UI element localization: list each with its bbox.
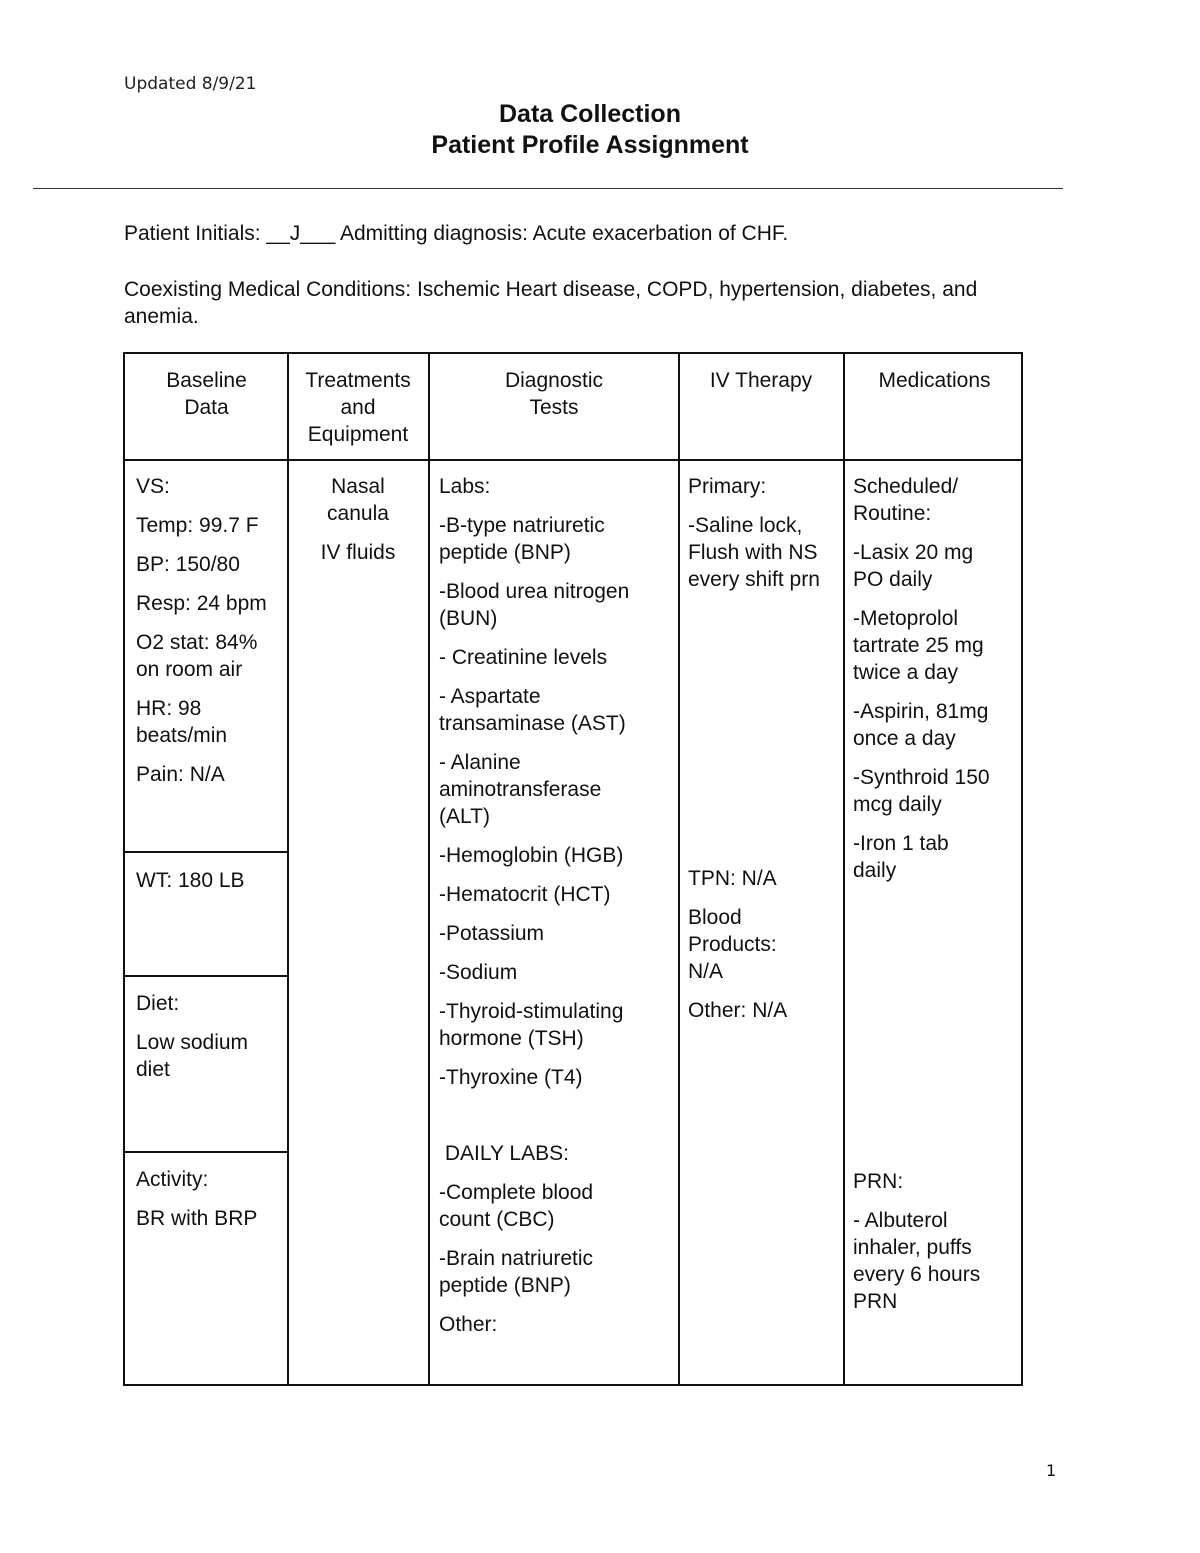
column-divider [428,354,430,1384]
iv-primary: Primary: -Saline lock, Flush with NS every shift prn [688,475,820,591]
header-divider [125,459,1021,461]
header-treatments: Treatments and Equipment [305,369,411,446]
coexisting-conditions-line: Coexisting Medical Conditions: Ischemic Heart disease, COPD, hypertension, diabetes, and anemia. [124,278,978,328]
baseline-divider [125,1151,288,1153]
header-medications: Medications [878,369,991,392]
document-title: Data Collection [499,100,681,128]
activity: Activity: BR with BRP [136,1168,258,1230]
header-iv-therapy: IV Therapy [709,369,813,392]
column-divider [287,354,289,1384]
patient-initials-line: Patient Initials: __J___ Admitting diagnosis: Acute exacerbation of CHF. [124,222,789,245]
updated-date: Updated 8/9/21 [124,74,257,94]
column-divider [678,354,680,1384]
vital-signs: VS: Temp: 99.7 F BP: 150/80 Resp: 24 bpm O2 stat: 84% on room air HR: 98 beats/min Pain: N/A [136,475,267,786]
medications-scheduled: Scheduled/ Routine: -Lasix 20 mg PO daily -Metoprolol tartrate 25 mg twice a day -Aspirin, 81mg once a day -Synthroid 150 mcg daily -Iron 1 tab daily [853,475,990,882]
page-number: 1 [1046,1461,1057,1480]
treatments-list: Nasal canula IV fluids [320,475,396,564]
header-baseline-data: Baseline Data [166,369,247,419]
iv-other: TPN: N/A Blood Products: N/A Other: N/A [688,867,788,1022]
baseline-divider [125,975,288,977]
diet: Diet: Low sodium diet [136,992,249,1081]
header-diagnostic-tests: Diagnostic Tests [504,369,604,419]
baseline-divider [125,851,288,853]
patient-profile-table [123,352,1023,1386]
column-divider [843,354,845,1384]
medications-prn: PRN: - Albuterol inhaler, puffs every 6 hours PRN [853,1170,981,1313]
diagnostic-labs: Labs: -B-type natriuretic peptide (BNP) -Blood urea nitrogen (BUN) - Creatinine levels - Aspartate transaminase (AST) - Alanine aminotransferase (ALT) -Hemoglobin (HGB) -Hematocrit (HCT) -Potassium -Sodium -Thyroid-stimulating hormone (TSH) -Thyroxine (T4) [439,475,630,1089]
diagnostic-daily-labs: DAILY LABS: -Complete blood count (CBC) -Brain natriuretic peptide (BNP) Other: [439,1142,594,1336]
document-subtitle: Patient Profile Assignment [431,131,749,159]
title-divider [33,188,1063,189]
weight: WT: 180 LB [136,869,245,892]
